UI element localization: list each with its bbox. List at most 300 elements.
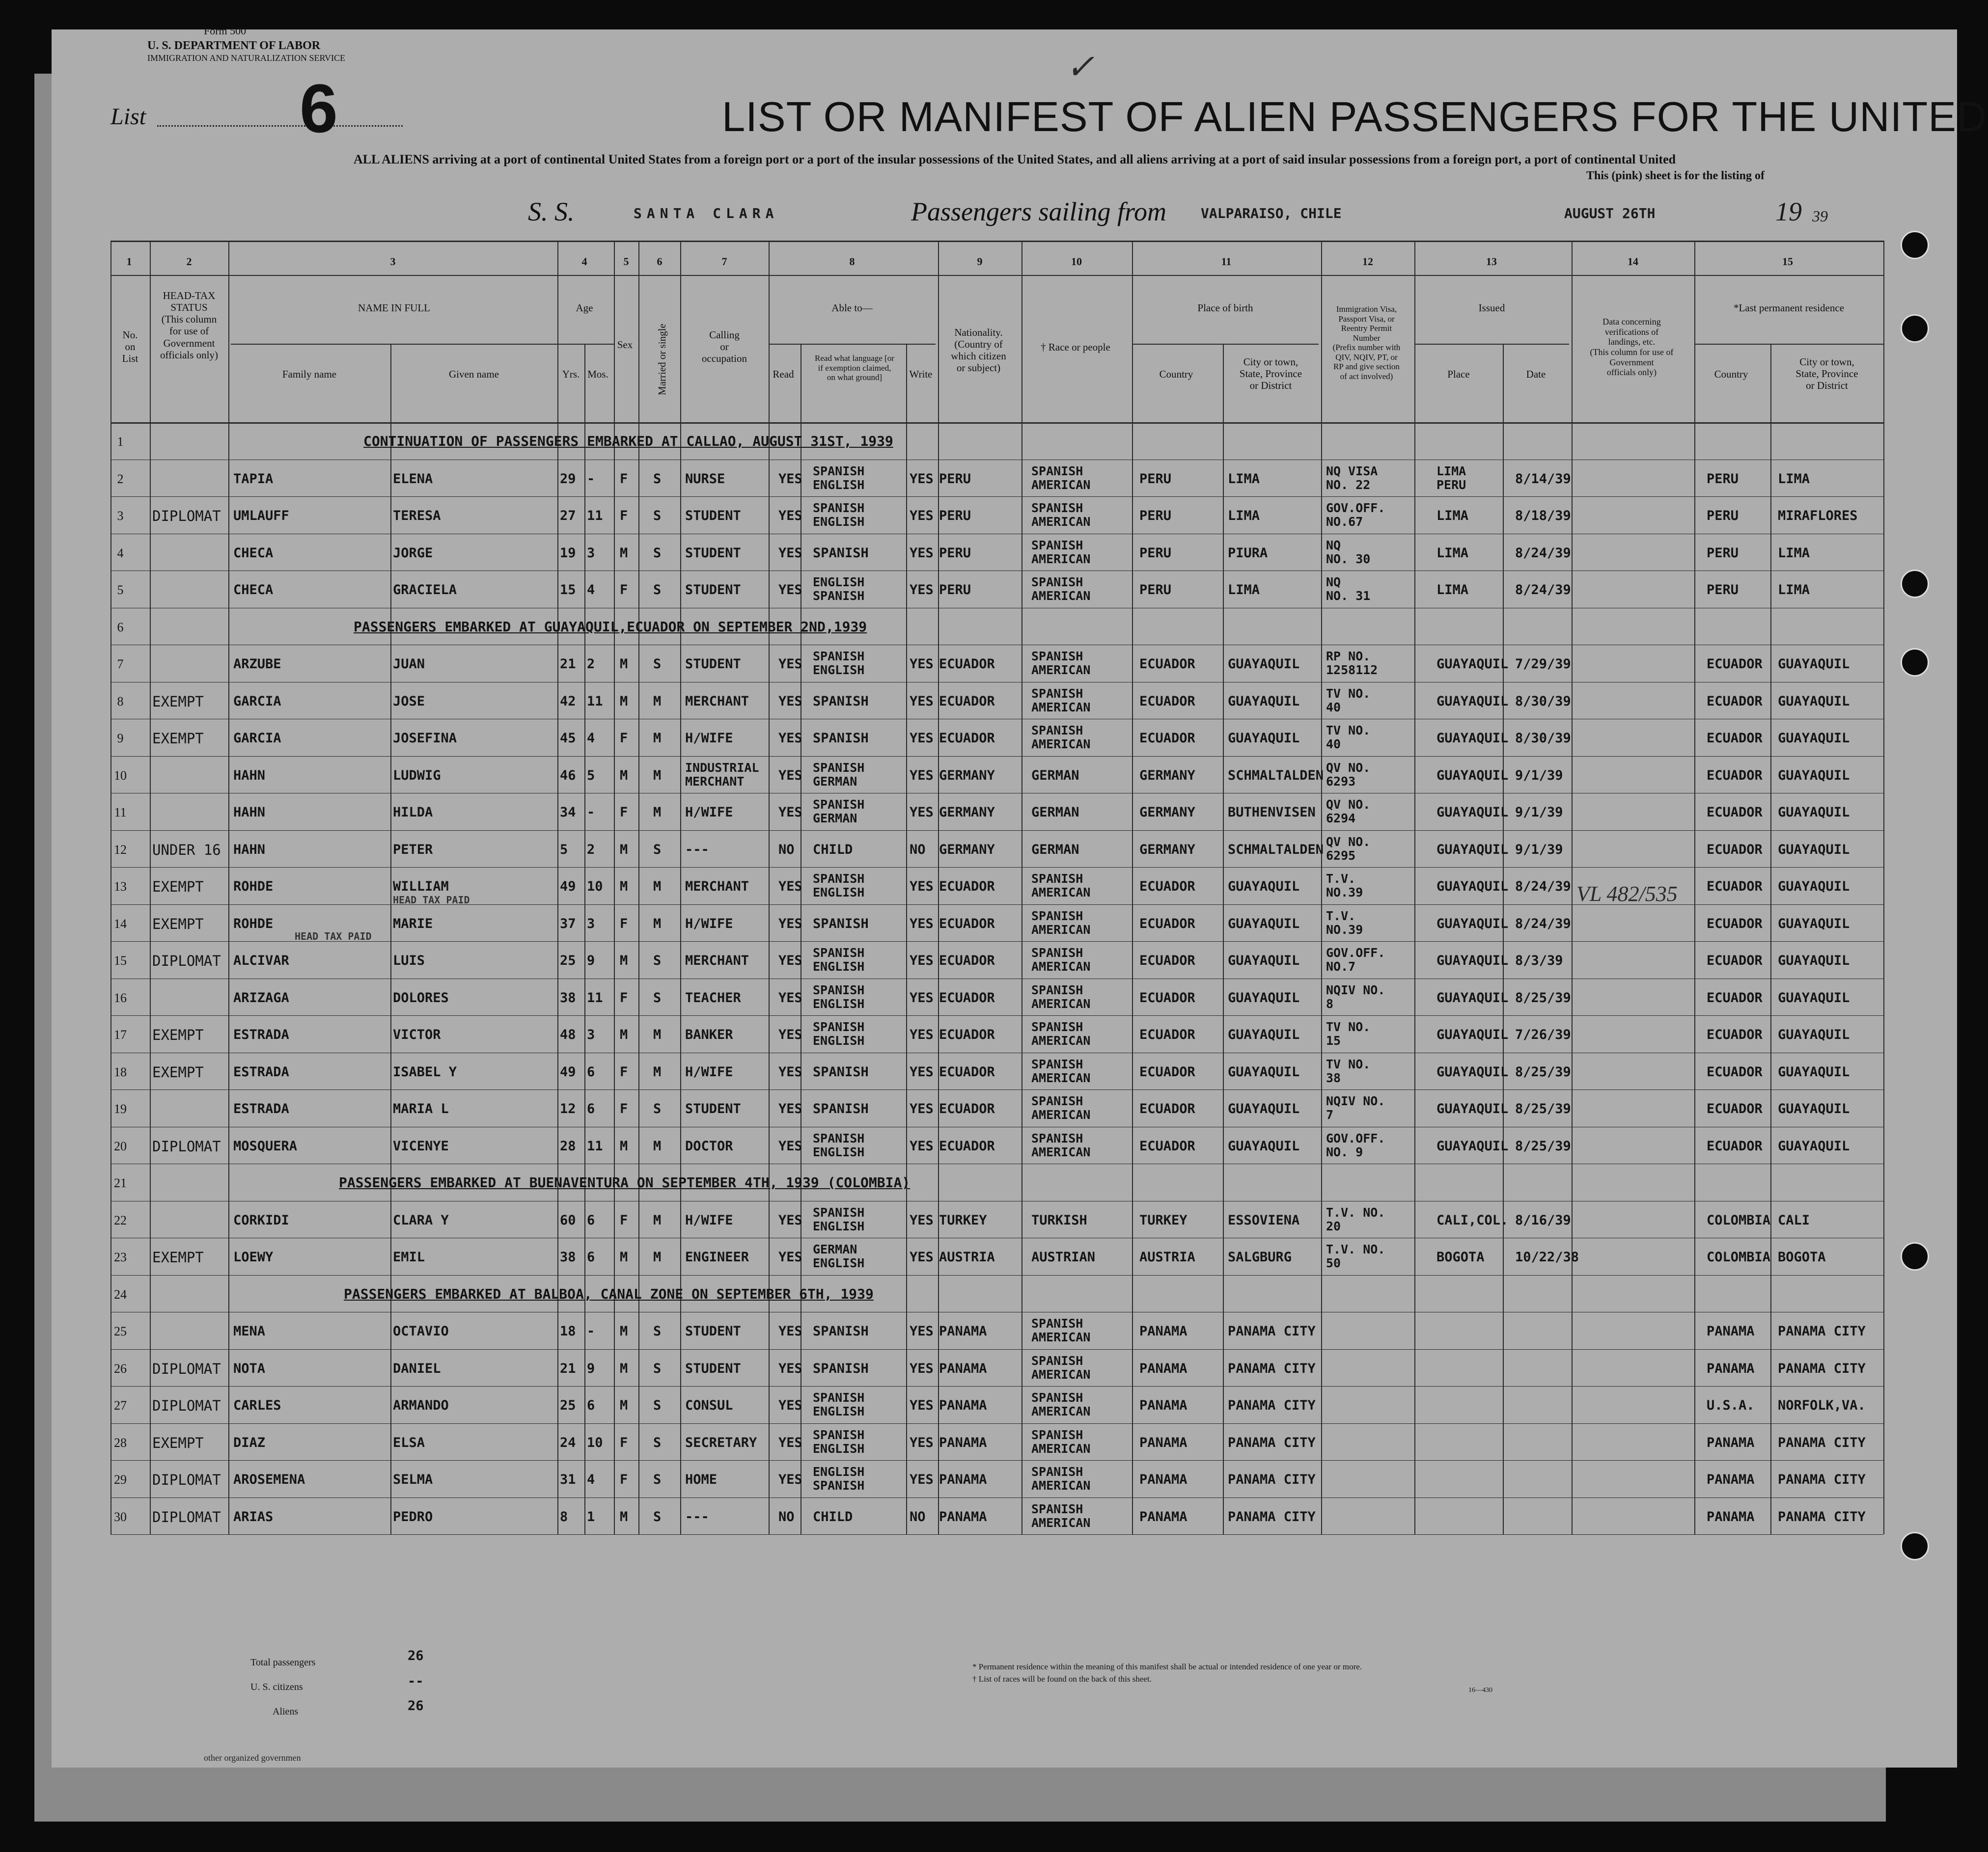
age-months: 5 <box>587 767 595 783</box>
can-read: YES <box>778 731 802 746</box>
aliens-label: Aliens <box>273 1706 299 1717</box>
nationality: PANAMA <box>939 1361 987 1376</box>
marital-status: S <box>653 1324 662 1339</box>
given-name: JORGE <box>393 545 433 561</box>
read-language: SPANISH ENGLISH <box>813 982 865 1011</box>
occupation: SECRETARY <box>685 1435 757 1450</box>
birth-city: GUAYAQUIL <box>1228 879 1300 894</box>
residence-country: PANAMA <box>1707 1361 1755 1376</box>
sex: M <box>620 767 628 783</box>
rule-line <box>110 1386 1883 1387</box>
rule-line <box>110 1460 1883 1461</box>
issued-place: GUAYAQUIL <box>1436 805 1509 820</box>
issued-place: GUAYAQUIL <box>1436 842 1509 857</box>
head-tax-status: DIPLOMAT <box>152 1138 221 1155</box>
rule-line <box>110 867 1883 868</box>
can-write: YES <box>910 953 934 968</box>
race: SPANISH AMERICAN <box>1031 1020 1091 1048</box>
age-years: 21 <box>560 1361 576 1376</box>
birth-city: PANAMA CITY <box>1228 1361 1316 1376</box>
issued-place: BOGOTA <box>1436 1250 1485 1265</box>
age-years: 19 <box>560 545 576 561</box>
occupation: STUDENT <box>685 508 741 523</box>
birth-city: GUAYAQUIL <box>1228 1064 1300 1080</box>
header-issued-date: Date <box>1526 368 1546 380</box>
birth-country: ECUADOR <box>1139 1101 1195 1117</box>
birth-city: ESSOVIENA <box>1228 1212 1300 1228</box>
age-months: 9 <box>587 1361 595 1376</box>
visa-number: T.V. NO.39 <box>1326 908 1363 937</box>
birth-city: GUAYAQUIL <box>1228 656 1300 672</box>
residence-city: PANAMA CITY <box>1778 1472 1866 1487</box>
issued-date: 9/1/39 <box>1515 767 1563 783</box>
can-write: NO <box>910 842 926 857</box>
residence-country: ECUADOR <box>1707 990 1763 1006</box>
can-write: YES <box>910 545 934 561</box>
issued-date: 7/26/39 <box>1515 1027 1571 1042</box>
us-citizens-label: U. S. citizens <box>250 1682 303 1692</box>
issued-date: 8/18/39 <box>1515 508 1571 523</box>
column-number: 11 <box>1221 255 1232 268</box>
age-years: 34 <box>560 805 576 820</box>
birth-country: PANAMA <box>1139 1398 1187 1413</box>
column-number: 9 <box>977 255 983 268</box>
age-months: 2 <box>587 656 595 672</box>
column-number: 12 <box>1362 255 1373 268</box>
visa-number: RP NO. 1258112 <box>1326 649 1378 677</box>
read-language: SPANISH <box>813 1324 869 1339</box>
race: AUSTRIAN <box>1031 1250 1096 1265</box>
issued-date: 8/25/39 <box>1515 990 1571 1006</box>
residence-country: COLOMBIA <box>1707 1212 1771 1228</box>
nationality: PANAMA <box>939 1472 987 1487</box>
occupation: MERCHANT <box>685 953 749 968</box>
birth-city: LIMA <box>1228 471 1260 487</box>
section-heading: PASSENGERS EMBARKED AT BUENAVENTURA ON SEPTEMBER 4TH, 1939 (COLOMBIA) <box>339 1174 911 1191</box>
family-name: CARLES <box>233 1398 281 1413</box>
age-months: 11 <box>587 990 603 1006</box>
column-rule <box>1414 241 1415 1534</box>
nationality: PERU <box>939 508 971 523</box>
nationality: PANAMA <box>939 1435 987 1450</box>
marital-status: M <box>653 879 662 894</box>
age-years: 15 <box>560 582 576 598</box>
sex: M <box>620 1509 628 1525</box>
birth-country: PERU <box>1139 471 1172 487</box>
given-name: WILLIAM <box>393 879 449 894</box>
can-read: YES <box>778 1138 802 1154</box>
header-able-to: Able to— <box>831 302 873 314</box>
year-prefix: 19 <box>1775 197 1802 226</box>
age-months: 2 <box>587 842 595 857</box>
race: TURKISH <box>1031 1212 1087 1228</box>
head-tax-status: EXEMPT <box>152 730 204 747</box>
header-age: Age <box>576 302 593 314</box>
head-tax-status: DIPLOMAT <box>152 1508 221 1525</box>
birth-city: GUAYAQUIL <box>1228 731 1300 746</box>
residence-city: LIMA <box>1778 471 1810 487</box>
age-years: 12 <box>560 1101 576 1117</box>
can-write: YES <box>910 1324 934 1339</box>
age-months: 4 <box>587 731 595 746</box>
nationality: GERMANY <box>939 842 995 857</box>
residence-country: ECUADOR <box>1707 731 1763 746</box>
header-race: † Race or people <box>1041 341 1110 353</box>
read-language: SPANISH ENGLISH <box>813 1390 865 1418</box>
sex: M <box>620 693 628 709</box>
occupation: ENGINEER <box>685 1250 749 1265</box>
occupation: STUDENT <box>685 1324 741 1339</box>
head-tax-status: DIPLOMAT <box>152 508 221 524</box>
nationality: PERU <box>939 545 971 561</box>
section-heading: PASSENGERS EMBARKED AT BALBOA, CANAL ZONE ON SEPTEMBER 6TH, 1939 <box>344 1285 874 1302</box>
row-number: 1 <box>117 435 124 449</box>
family-name: DIAZ <box>233 1435 266 1450</box>
header-last-residence: *Last permanent residence <box>1733 302 1845 314</box>
can-write: YES <box>910 1361 934 1376</box>
can-write: YES <box>910 693 934 709</box>
header-name-in-full: NAME IN FULL <box>358 302 430 314</box>
birth-country: ECUADOR <box>1139 916 1195 931</box>
issued-place: GUAYAQUIL <box>1436 1138 1509 1154</box>
issued-date: 8/24/39 <box>1515 916 1571 931</box>
marital-status: M <box>653 916 662 931</box>
marital-status: S <box>653 1472 662 1487</box>
occupation: CONSUL <box>685 1398 733 1413</box>
birth-country: ECUADOR <box>1139 879 1195 894</box>
row-number: 3 <box>117 509 124 523</box>
residence-city: GUAYAQUIL <box>1778 731 1850 746</box>
header-head-tax: HEAD-TAX STATUS (This column for use of Government officials only) <box>160 290 218 361</box>
sex: F <box>620 731 628 746</box>
birth-city: PIURA <box>1228 545 1268 561</box>
read-language: SPANISH ENGLISH <box>813 1205 865 1233</box>
header-no-on-list: No. on List <box>122 329 138 365</box>
age-years: 37 <box>560 916 576 931</box>
given-name: EMIL <box>393 1250 425 1265</box>
can-read: YES <box>778 953 802 968</box>
sex: M <box>620 545 628 561</box>
page-title: LIST OR MANIFEST OF ALIEN PASSENGERS FOR THE UNITED <box>722 94 1988 140</box>
footnote-residence: * Permanent residence within the meaning of this manifest shall be actual or intended residence of one year or more. <box>972 1662 1362 1671</box>
form-code: 16—430 <box>1468 1687 1492 1694</box>
sex: F <box>620 1064 628 1080</box>
underlying-page-text: other organized governmen <box>204 1753 301 1763</box>
family-name: LOEWY <box>233 1250 274 1265</box>
column-rule <box>1321 241 1322 1534</box>
binder-hole <box>1901 1242 1929 1271</box>
header-birth-city: City or town, State, Province or District <box>1239 356 1302 392</box>
issued-date: 9/1/39 <box>1515 842 1563 857</box>
sex: M <box>620 842 628 857</box>
marital-status: S <box>653 953 662 968</box>
occupation: HOME <box>685 1472 718 1487</box>
column-number: 5 <box>623 255 629 268</box>
given-name: PETER <box>393 842 433 857</box>
occupation: H/WIFE <box>685 805 733 820</box>
rule-line <box>110 941 1883 942</box>
row-number: 27 <box>114 1398 127 1413</box>
issued-place: LIMA PERU <box>1436 463 1466 492</box>
can-write: YES <box>910 1101 934 1117</box>
row-number: 18 <box>114 1064 127 1079</box>
age-months: 4 <box>587 1472 595 1487</box>
sex: M <box>620 656 628 672</box>
sex: M <box>620 1027 628 1042</box>
family-name: CHECA <box>233 545 274 561</box>
visa-number: NQ VISA NO. 22 <box>1326 463 1378 492</box>
issued-place: GUAYAQUIL <box>1436 1027 1509 1042</box>
sex: M <box>620 1250 628 1265</box>
residence-country: PANAMA <box>1707 1324 1755 1339</box>
read-language: SPANISH ENGLISH <box>813 1020 865 1048</box>
column-number: 6 <box>657 255 663 268</box>
issued-place: LIMA <box>1436 582 1469 598</box>
sex: F <box>620 1435 628 1450</box>
visa-number: NQ NO. 31 <box>1326 575 1371 603</box>
rule-line <box>1414 344 1569 345</box>
age-years: 28 <box>560 1138 576 1154</box>
issued-place: GUAYAQUIL <box>1436 1101 1509 1117</box>
sex: M <box>620 1361 628 1376</box>
header-read: Read <box>773 368 794 380</box>
marital-status: M <box>653 805 662 820</box>
header-yrs: Yrs. <box>562 368 580 380</box>
head-tax-status: DIPLOMAT <box>152 953 221 969</box>
can-write: YES <box>910 471 934 487</box>
header-married-single: Married or single <box>656 324 668 395</box>
read-language: SPANISH <box>813 1361 869 1376</box>
visa-number: TV NO. 40 <box>1326 723 1371 751</box>
race: SPANISH AMERICAN <box>1031 501 1091 529</box>
race: SPANISH AMERICAN <box>1031 1427 1091 1456</box>
head-tax-status: EXEMPT <box>152 693 204 710</box>
birth-city: PANAMA CITY <box>1228 1472 1316 1487</box>
birth-country: ECUADOR <box>1139 1064 1195 1080</box>
marital-status: S <box>653 1361 662 1376</box>
issued-place: GUAYAQUIL <box>1436 916 1509 931</box>
age-years: 38 <box>560 1250 576 1265</box>
visa-number: TV NO. 15 <box>1326 1020 1371 1048</box>
family-name: GARCIA <box>233 731 281 746</box>
can-write: YES <box>910 916 934 931</box>
age-months: 3 <box>587 545 595 561</box>
nationality: PERU <box>939 582 971 598</box>
subtitle-sheet-note: This (pink) sheet is for the listing of <box>1586 169 1765 182</box>
given-name: TERESA <box>393 508 441 523</box>
race: SPANISH AMERICAN <box>1031 1501 1091 1530</box>
birth-city: SALGBURG <box>1228 1250 1292 1265</box>
occupation: H/WIFE <box>685 731 733 746</box>
residence-country: PANAMA <box>1707 1435 1755 1450</box>
residence-country: PERU <box>1707 471 1739 487</box>
residence-city: MIRAFLORES <box>1778 508 1858 523</box>
header-write: Write <box>909 368 933 380</box>
binder-hole <box>1901 231 1929 259</box>
family-name: CORKIDI <box>233 1212 289 1228</box>
head-tax-status: DIPLOMAT <box>152 1397 221 1414</box>
visa-number: QV NO. 6293 <box>1326 760 1371 789</box>
read-language: SPANISH GERMAN <box>813 760 865 789</box>
given-name: DANIEL <box>393 1361 441 1376</box>
residence-city: GUAYAQUIL <box>1778 1027 1850 1042</box>
issued-date: 8/25/39 <box>1515 1101 1571 1117</box>
age-months: 6 <box>587 1101 595 1117</box>
column-number: 8 <box>849 255 855 268</box>
issued-date: 8/24/39 <box>1515 582 1571 598</box>
list-label: List <box>110 104 146 130</box>
age-years: 21 <box>560 656 576 672</box>
age-months: 11 <box>587 508 603 523</box>
residence-country: ECUADOR <box>1707 693 1763 709</box>
given-name: JUAN <box>393 656 425 672</box>
read-language: GERMAN ENGLISH <box>813 1242 865 1270</box>
subtitle-instructions: ALL ALIENS arriving at a port of continental United States from a foreign port or a port of the insular possessions of the United States, and all aliens arriving at a port of said insular possessions from a foreign port, a port of continental United <box>354 152 1676 166</box>
occupation: DOCTOR <box>685 1138 733 1154</box>
family-name: AROSEMENA <box>233 1472 305 1487</box>
us-citizens-value: -- <box>408 1674 424 1689</box>
rule-line <box>110 1423 1883 1424</box>
rule-line <box>110 1534 1883 1535</box>
read-language: CHILD <box>813 1509 853 1525</box>
rule-line <box>110 496 1883 497</box>
can-write: YES <box>910 1138 934 1154</box>
race: SPANISH AMERICAN <box>1031 463 1091 492</box>
marital-status: S <box>653 656 662 672</box>
sex: F <box>620 805 628 820</box>
visa-number: T.V. NO. 50 <box>1326 1242 1385 1270</box>
rule-line <box>1694 344 1883 345</box>
race: SPANISH AMERICAN <box>1031 908 1091 937</box>
can-read: YES <box>778 1435 802 1450</box>
column-rule <box>1132 241 1133 1534</box>
nationality: TURKEY <box>939 1212 987 1228</box>
can-write: YES <box>910 879 934 894</box>
rule-line <box>1132 344 1319 345</box>
can-read: YES <box>778 582 802 598</box>
occupation: BANKER <box>685 1027 733 1042</box>
given-name: VICTOR <box>393 1027 441 1042</box>
birth-city: GUAYAQUIL <box>1228 1101 1300 1117</box>
row-number: 14 <box>114 916 127 931</box>
service-name: IMMIGRATION AND NATURALIZATION SERVICE <box>147 53 346 63</box>
birth-country: ECUADOR <box>1139 731 1195 746</box>
age-months: 4 <box>587 582 595 598</box>
can-write: YES <box>910 1435 934 1450</box>
occupation: H/WIFE <box>685 1064 733 1080</box>
family-name: UMLAUFF <box>233 508 289 523</box>
column-number: 10 <box>1071 255 1082 268</box>
row-number: 10 <box>114 768 127 783</box>
row-number: 11 <box>114 805 127 819</box>
nationality: ECUADOR <box>939 990 995 1006</box>
marital-status: S <box>653 1435 662 1450</box>
list-number: 6 <box>300 70 338 147</box>
can-write: YES <box>910 656 934 672</box>
residence-city: GUAYAQUIL <box>1778 693 1850 709</box>
header-landings: Data concerning verifications of landings, etc. (This column for use of Government officials only) <box>1590 317 1674 378</box>
given-name: ISABEL Y <box>393 1064 457 1080</box>
residence-city: PANAMA CITY <box>1778 1435 1866 1450</box>
header-nationality: Nationality. (Country of which citizen or subject) <box>951 327 1006 374</box>
issued-place: GUAYAQUIL <box>1436 953 1509 968</box>
family-name: HAHN <box>233 805 266 820</box>
row-number: 7 <box>117 657 124 671</box>
visa-number: TV NO. 40 <box>1326 686 1371 714</box>
birth-country: GERMANY <box>1139 842 1195 857</box>
rule-line <box>110 1349 1883 1350</box>
race: SPANISH AMERICAN <box>1031 1316 1091 1344</box>
birth-country: PERU <box>1139 508 1172 523</box>
visa-number: QV NO. 6294 <box>1326 797 1371 825</box>
marital-status: S <box>653 990 662 1006</box>
birth-country: TURKEY <box>1139 1212 1187 1228</box>
row-number: 8 <box>117 694 124 708</box>
issued-place: GUAYAQUIL <box>1436 879 1509 894</box>
marital-status: M <box>653 1064 662 1080</box>
residence-city: PANAMA CITY <box>1778 1361 1866 1376</box>
head-tax-status: EXEMPT <box>152 1027 204 1043</box>
binder-hole <box>1901 648 1929 677</box>
column-rule <box>390 344 391 1534</box>
column-number: 13 <box>1486 255 1497 268</box>
issued-place: LIMA <box>1436 508 1469 523</box>
birth-country: ECUADOR <box>1139 990 1195 1006</box>
column-rule <box>1694 241 1695 1534</box>
family-name: NOTA <box>233 1361 266 1376</box>
sex: F <box>620 508 628 523</box>
given-name: LUIS <box>393 953 425 968</box>
row-number: 2 <box>117 471 124 486</box>
residence-city: NORFOLK,VA. <box>1778 1398 1866 1413</box>
issued-date: 10/22/38 <box>1515 1250 1579 1265</box>
race: SPANISH AMERICAN <box>1031 1465 1091 1493</box>
age-years: 27 <box>560 508 576 523</box>
issued-place: GUAYAQUIL <box>1436 990 1509 1006</box>
read-language: SPANISH ENGLISH <box>813 463 865 492</box>
header-family-name: Family name <box>282 368 337 380</box>
birth-city: GUAYAQUIL <box>1228 953 1300 968</box>
issued-place: GUAYAQUIL <box>1436 693 1509 709</box>
departure-date: AUGUST 26TH <box>1564 205 1656 221</box>
occupation: STUDENT <box>685 1101 741 1117</box>
departure-port: VALPARAISO, CHILE <box>1201 205 1342 221</box>
race: SPANISH AMERICAN <box>1031 1390 1091 1418</box>
can-read: YES <box>778 1064 802 1080</box>
column-rule <box>1503 344 1504 1534</box>
family-name: HAHN <box>233 842 266 857</box>
issued-place: GUAYAQUIL <box>1436 1064 1509 1080</box>
given-name: ARMANDO <box>393 1398 449 1413</box>
family-name: ARIZAGA <box>233 990 289 1006</box>
family-name: ESTRADA <box>233 1027 289 1042</box>
head-tax-status: DIPLOMAT <box>152 1471 221 1488</box>
age-years: 8 <box>560 1509 568 1525</box>
nationality: AUSTRIA <box>939 1250 995 1265</box>
birth-country: PANAMA <box>1139 1435 1187 1450</box>
race: SPANISH AMERICAN <box>1031 1094 1091 1122</box>
residence-city: PANAMA CITY <box>1778 1509 1866 1525</box>
row-number: 29 <box>114 1472 127 1487</box>
nationality: PANAMA <box>939 1509 987 1525</box>
head-tax-status: UNDER 16 <box>152 841 221 858</box>
birth-city: LIMA <box>1228 508 1260 523</box>
marital-status: S <box>653 842 662 857</box>
occupation: STUDENT <box>685 545 741 561</box>
residence-country: ECUADOR <box>1707 842 1763 857</box>
birth-city: PANAMA CITY <box>1228 1435 1316 1450</box>
residence-city: BOGOTA <box>1778 1250 1826 1265</box>
